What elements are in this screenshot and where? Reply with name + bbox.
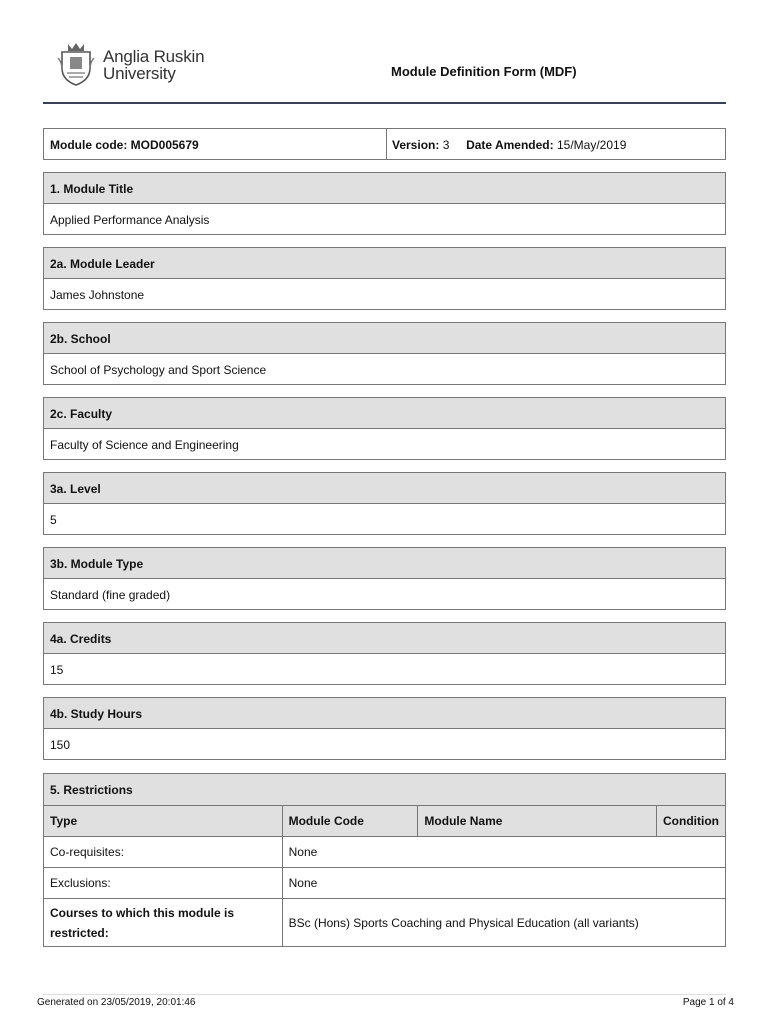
column-header-type: Type <box>44 806 282 837</box>
document-title: Module Definition Form (MDF) <box>391 64 577 79</box>
section-heading: 2a. Module Leader <box>50 257 155 271</box>
date-amended-value: 15/May/2019 <box>556 138 627 152</box>
section-value: 150 <box>50 738 71 752</box>
table-header-row <box>44 806 725 837</box>
restriction-value: BSc (Hons) Sports Coaching and Physical Education (all variants) <box>282 899 725 947</box>
university-name-line1: Anglia Ruskin <box>103 47 205 66</box>
section-value: 15 <box>50 663 64 677</box>
table-row <box>44 837 725 868</box>
crest-icon <box>56 40 96 86</box>
section-heading: 5. Restrictions <box>50 783 133 797</box>
section-heading: 4a. Credits <box>50 632 112 646</box>
table-row <box>44 899 725 947</box>
section-heading: 2c. Faculty <box>50 407 113 421</box>
version-cell <box>392 138 626 152</box>
section-module-leader <box>43 247 726 310</box>
footer-divider <box>43 994 726 995</box>
section-heading: 2b. School <box>50 332 111 346</box>
section-heading: 4b. Study Hours <box>50 707 143 721</box>
section-value: James Johnstone <box>50 288 145 302</box>
section-heading: 3b. Module Type <box>50 557 144 571</box>
section-module-title <box>43 172 726 235</box>
restriction-type: Co-requisites: <box>44 837 282 868</box>
column-header-module-code: Module Code <box>282 806 418 837</box>
header-divider <box>43 102 726 104</box>
section-school <box>43 322 726 385</box>
section-study-hours <box>43 697 726 760</box>
section-restrictions <box>43 773 726 947</box>
column-header-condition: Condition <box>657 806 725 837</box>
university-logo <box>56 40 226 88</box>
generated-timestamp: Generated on 23/05/2019, 20:01:46 <box>37 997 196 1008</box>
module-code-box <box>43 128 726 160</box>
section-faculty <box>43 397 726 460</box>
date-amended-label: Date Amended: <box>466 138 554 152</box>
university-name-line2: University <box>103 64 176 83</box>
restriction-value: None <box>282 868 725 899</box>
restriction-type: Exclusions: <box>44 868 282 899</box>
section-credits <box>43 622 726 685</box>
section-level <box>43 472 726 535</box>
section-value: School of Psychology and Sport Science <box>50 363 267 377</box>
section-value: Applied Performance Analysis <box>50 213 210 227</box>
version-value: 3 <box>442 138 450 152</box>
section-value: 5 <box>50 513 57 527</box>
restriction-type: Courses to which this module is restricted: <box>44 899 282 947</box>
section-value: Faculty of Science and Engineering <box>50 438 239 452</box>
section-value: Standard (fine graded) <box>50 588 171 602</box>
section-heading: 3a. Level <box>50 482 101 496</box>
version-label: Version: <box>392 138 440 152</box>
restriction-value: None <box>282 837 725 868</box>
university-name <box>103 48 204 82</box>
module-code-cell <box>44 129 387 159</box>
column-header-module-name: Module Name <box>418 806 657 837</box>
restrictions-table <box>44 805 725 946</box>
section-module-type <box>43 547 726 610</box>
module-code: Module code: MOD005679 <box>50 138 199 152</box>
page-number: Page 1 of 4 <box>682 997 734 1008</box>
table-row <box>44 868 725 899</box>
section-heading: 1. Module Title <box>50 182 134 196</box>
